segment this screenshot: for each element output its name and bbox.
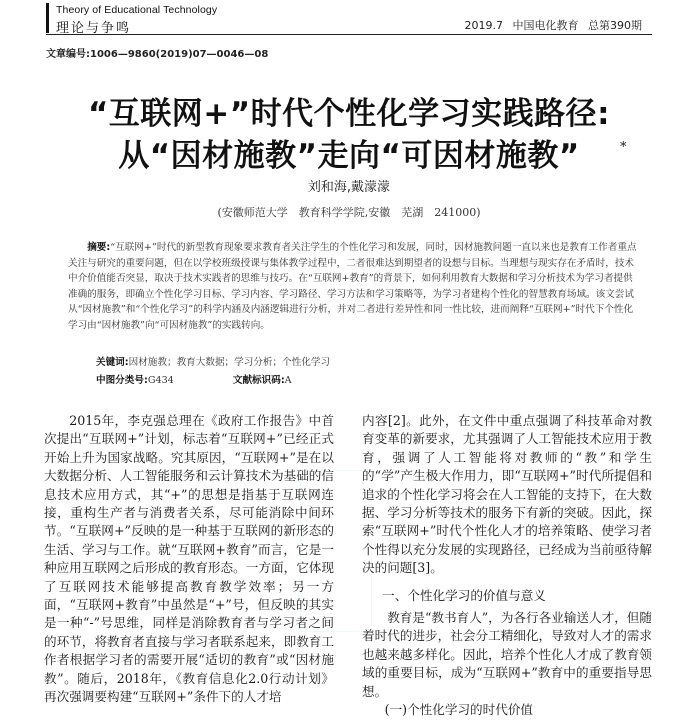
abstract xyxy=(68,240,640,334)
keywords-text: 因材施教；教育大数据；学习分析；个性化学习 xyxy=(128,357,331,368)
doc-code-value: A xyxy=(284,375,292,386)
title-line-1: “互联网+”时代个性化学习实践路径: xyxy=(87,96,611,132)
keywords-label: 关键词: xyxy=(96,357,129,368)
doc-code-label: 文献标识码: xyxy=(232,375,285,386)
body-paragraph: 2015年，李克强总理在《政府工作报告》中首次提出“互联网+”计划，标志着“互联网+”已经正式开始上升为国家战略。究其原因，“互联网+”是在以大数据分析、人工智能服务和云计算技术为基础的信息技术应用方式，其“+”的思想是指基于互联网连接，重构生产者与消费者关系，尽可能消除中间环节。“互联网+”反映的是一种基于互联网的新形态的生活、学习与工作。就“互联网+教育”而言，它是一种应用互联网之后形成的教育形态。一方面，它体现了互联网技术能够提高教育教学效率；另一方面，“互联网+教育”中虽然是“+”号，但反映的其实是一种“-”号思维，同样是消除教育者与学习者之间的环节，将教育者直接与学习者联系起来，即教育工作者根据学习者的需要开展“适切的教育”或“因材施教”。随后，2018年，《教育信息化2.0行动计划》再次强调要构建“互联网+”条件下的人才培 xyxy=(44,413,334,705)
journal-section-cn: 理论与争鸣 xyxy=(56,21,132,36)
section-heading: 一、个性化学习的价值与意义 xyxy=(382,587,546,603)
body-paragraph: 内容[2]。此外，在文件中重点强调了科技革命对教育变革的新要求，尤其强调了人工智能技术应用于教育，强调了人工智能将对教师的“教”和学生的“学”产生极大作用力，即“互联网+”时代所提倡和追求的个性化学习将会在人工智能的支持下，在大数据、学习分析等技术的服务下有新的突破。因此，探索“互联网+”时代个性化人才的培养策略、使学习者个性得以充分发展的实现路径，已经成为当前亟待解决的问题[3]。 xyxy=(362,413,652,576)
header-left-bar xyxy=(46,3,49,33)
title-line-2: 从“因材施教”走向“可因材施教” xyxy=(118,138,580,174)
classification xyxy=(96,372,292,386)
header-divider xyxy=(46,34,652,35)
article-number: 文章编号:1006—9860(2019)07—0046—08 xyxy=(46,49,269,60)
keywords xyxy=(96,354,330,368)
abstract-text: “互联网+”时代的新型教育现象要求教育者关注学生的个性化学习和发展，同时，因材施教问题一直以来也是教育工作者重点关注与研究的重要问题，但在以学校班级授课与集体教学过程中，二者很难达到期望者的设想与目标。当理想与现实存在矛盾时，技术中介价值能否突显，取决于技术实践者的思维与技巧。在“互联网+教育”的背景下，如何利用教育大数据和学习分析技术为学习者提供准确的服务，即确立个性化学习目标、学习内容、学习路径、学习方法和学习策略等，为学习者建构个性化的智慧教育场域。该文尝试从“因材施教”和“个性化学习”的科学内涵及内涵逻辑进行分析，并对二者进行差异性和同一性比较，进而阐释“互联网+”时代下个性化学习由“因材施教”向“可因材施教”的实践转向。 xyxy=(68,242,637,331)
subsection-heading: (一)个性化学习的时代价值 xyxy=(384,702,534,718)
total-issue: 总第390期 xyxy=(588,19,642,32)
issue-date: 2019.7 xyxy=(464,19,503,32)
journal-name: 中国电化教育 xyxy=(512,19,579,32)
authors: 刘和海,戴濛濛 xyxy=(307,180,391,195)
body-paragraph: 教育是“教书育人”，为各行各业输送人才，但随着时代的进步，社会分工精细化，导致对人才的需求也越来越多样化。因此，培养个性化人才成了教育领域的重要目标，成为“互联网+”教育中的重要指导思想。 xyxy=(362,610,652,699)
title-footnote-mark: * xyxy=(620,140,627,155)
classification-label: 中图分类号: xyxy=(96,375,148,386)
abstract-paragraph xyxy=(68,240,640,334)
affiliation: (安徽师范大学 教育科学学院,安徽 芜湖 241000) xyxy=(217,206,481,219)
classification-value: G434 xyxy=(147,375,174,386)
body-column-left xyxy=(44,412,334,707)
abstract-label: 摘要: xyxy=(87,242,111,253)
body-column-right xyxy=(362,412,652,720)
header-right xyxy=(459,17,643,33)
journal-title-en: Theory of Educational Technology xyxy=(56,4,218,16)
